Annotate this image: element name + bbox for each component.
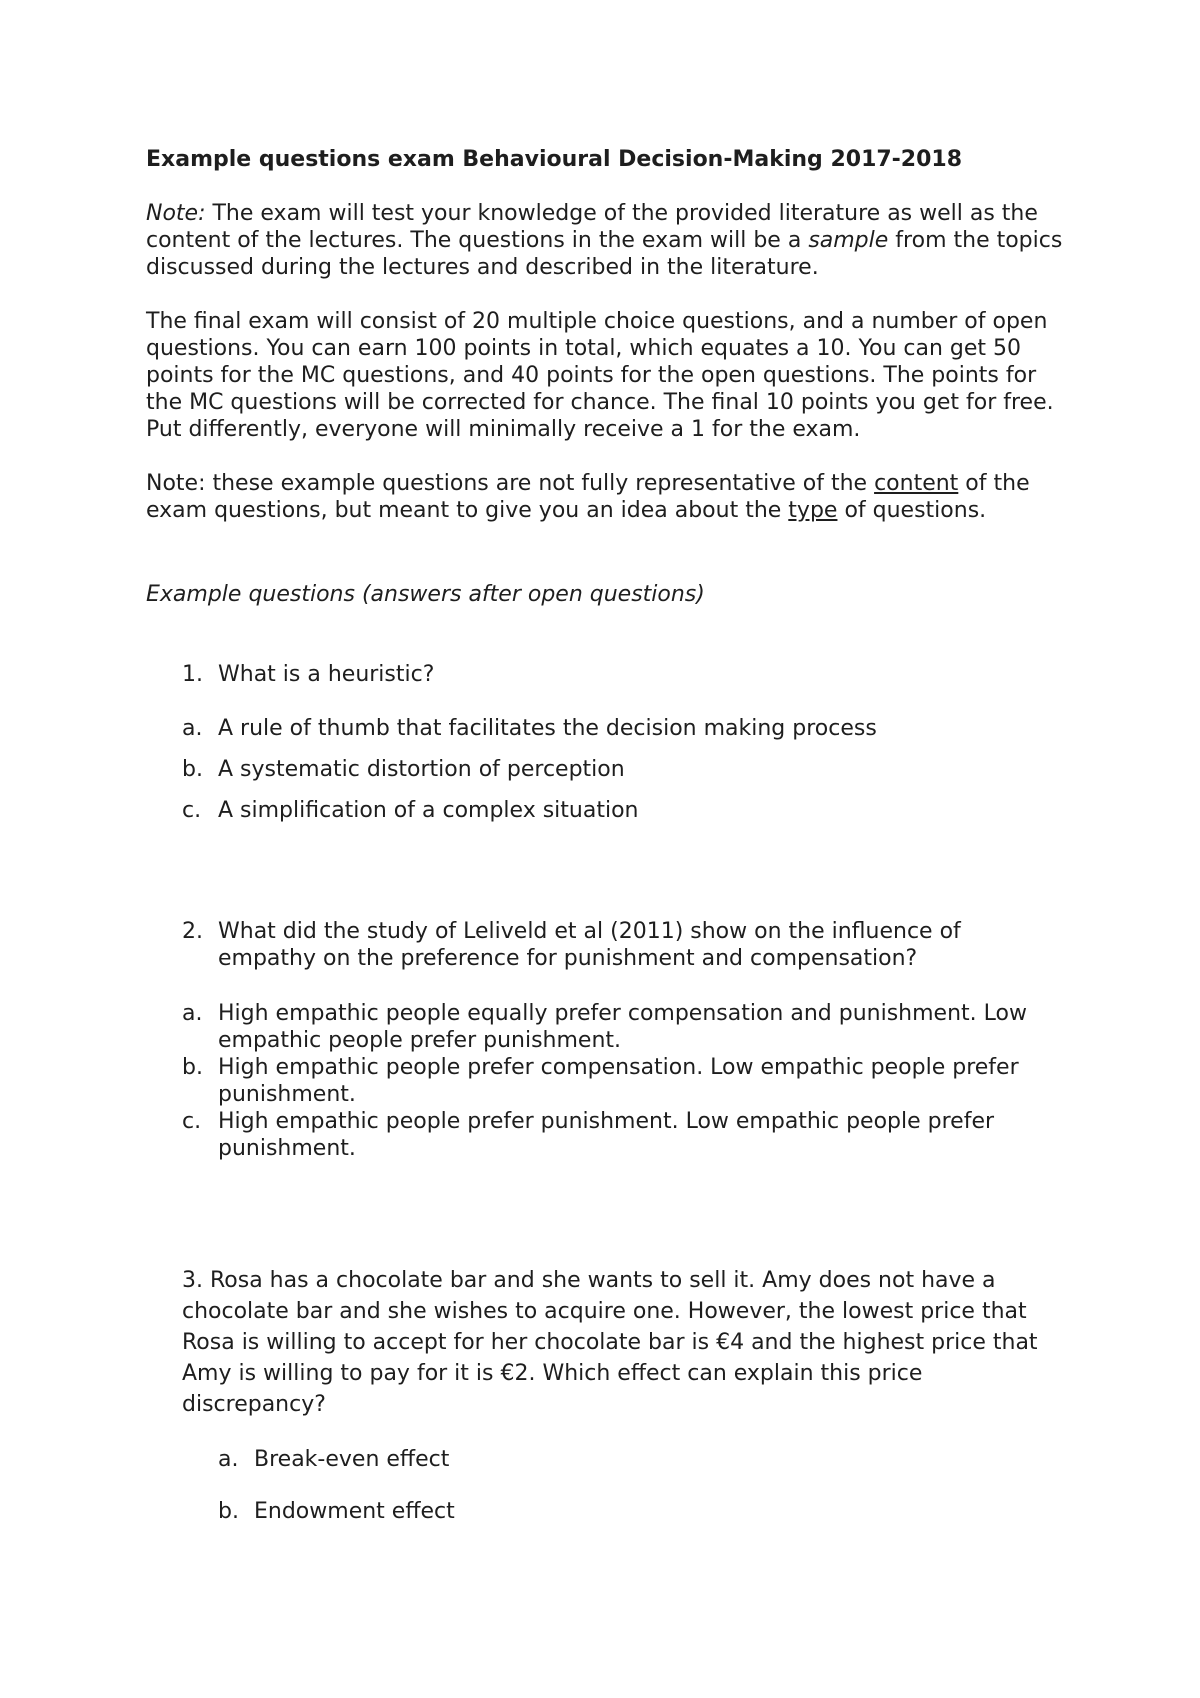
option-letter: a.	[182, 1001, 203, 1026]
question-text	[218, 918, 961, 972]
option-text: Endowment effect	[254, 1499, 455, 1524]
question-line: chocolate bar and she wishes to acquire one. However, the lowest price that	[182, 1299, 1027, 1324]
question-number: 1.	[182, 662, 203, 687]
q3-option-b	[218, 1498, 1078, 1525]
q1-option-c	[182, 797, 1082, 824]
note-text: The exam will test your knowledge of the provided literature as well as the	[205, 201, 1038, 226]
option-line: High empathic people prefer punishment. Low empathic people prefer	[218, 1109, 995, 1134]
note-label: Note:	[146, 201, 206, 226]
option-text	[218, 1000, 1027, 1054]
final-exam-line: The final exam will consist of 20 multiple choice questions, and a number of open	[146, 309, 1048, 334]
option-line: punishment.	[218, 1082, 356, 1107]
q2-option-a	[182, 1000, 1082, 1054]
question-1	[182, 661, 434, 688]
note2-text: exam questions, but meant to give you an idea about the	[146, 498, 789, 523]
question-2	[182, 918, 1082, 972]
note-paragraph	[146, 200, 1076, 281]
option-text	[218, 1054, 1019, 1108]
option-letter: c.	[182, 1109, 202, 1134]
q3-option-a	[218, 1446, 1078, 1473]
final-exam-line: Put differently, everyone will minimally receive a 1 for the exam.	[146, 417, 861, 442]
document-title: Example questions exam Behavioural Decision-Making 2017-2018	[146, 147, 963, 172]
note2-underlined: type	[788, 498, 838, 523]
option-line: punishment.	[218, 1136, 356, 1161]
question-line: Amy is willing to pay for it is €2. Which effect can explain this price	[182, 1361, 923, 1386]
option-line: empathic people prefer punishment.	[218, 1028, 622, 1053]
note-emphasis: sample	[808, 228, 889, 253]
note-line-3: discussed during the lectures and described in the literature.	[146, 255, 819, 280]
note-text: content of the lectures. The questions in the exam will be a	[146, 228, 809, 253]
question-line: Rosa is willing to accept for her chocolate bar is €4 and the highest price that	[182, 1330, 1038, 1355]
question-3	[182, 1265, 1082, 1420]
note-text: from the topics	[888, 228, 1063, 253]
option-text: Break-even effect	[254, 1447, 450, 1472]
final-exam-line: questions. You can earn 100 points in total, which equates a 10. You can get 50	[146, 336, 1022, 361]
note-line-2	[146, 227, 1076, 254]
q1-option-a	[182, 715, 1082, 742]
option-text: A rule of thumb that facilitates the decision making process	[218, 716, 877, 741]
question-text: What is a heuristic?	[218, 662, 435, 687]
note2-text: of the	[958, 471, 1030, 496]
question-line: What did the study of Leliveld et al (2011) show on the influence of	[218, 919, 961, 944]
note2-text: Note: these example questions are not fully representative of the	[146, 471, 875, 496]
option-text: A simplification of a complex situation	[218, 798, 639, 823]
option-text: A systematic distortion of perception	[218, 757, 625, 782]
option-letter: a.	[182, 716, 203, 741]
option-letter: b.	[182, 1055, 203, 1080]
option-letter: b.	[182, 757, 203, 782]
q1-option-b	[182, 756, 1082, 783]
option-line: High empathic people prefer compensation. Low empathic people prefer	[218, 1055, 1019, 1080]
note2-line-2	[146, 497, 1076, 524]
q2-option-b	[182, 1054, 1082, 1108]
note-line-1	[146, 200, 1076, 227]
question-line: discrepancy?	[182, 1392, 326, 1417]
final-exam-line: the MC questions will be corrected for chance. The final 10 points you get for free.	[146, 390, 1054, 415]
option-text	[218, 1108, 994, 1162]
option-letter: c.	[182, 798, 202, 823]
question-line: 3. Rosa has a chocolate bar and she wants to sell it. Amy does not have a	[182, 1268, 996, 1293]
note2-text: of questions.	[837, 498, 987, 523]
option-letter: b.	[218, 1499, 239, 1524]
question-number: 2.	[182, 919, 203, 944]
final-exam-line: points for the MC questions, and 40 points for the open questions. The points for	[146, 363, 1037, 388]
representativeness-note	[146, 470, 1076, 524]
section-heading: Example questions (answers after open questions)	[146, 582, 705, 607]
note2-underlined: content	[874, 471, 959, 496]
question-line: empathy on the preference for punishment and compensation?	[218, 946, 918, 971]
final-exam-paragraph	[146, 308, 1076, 443]
q2-option-c	[182, 1108, 1082, 1162]
option-letter: a.	[218, 1447, 239, 1472]
note2-line-1	[146, 470, 1076, 497]
option-line: High empathic people equally prefer compensation and punishment. Low	[218, 1001, 1027, 1026]
